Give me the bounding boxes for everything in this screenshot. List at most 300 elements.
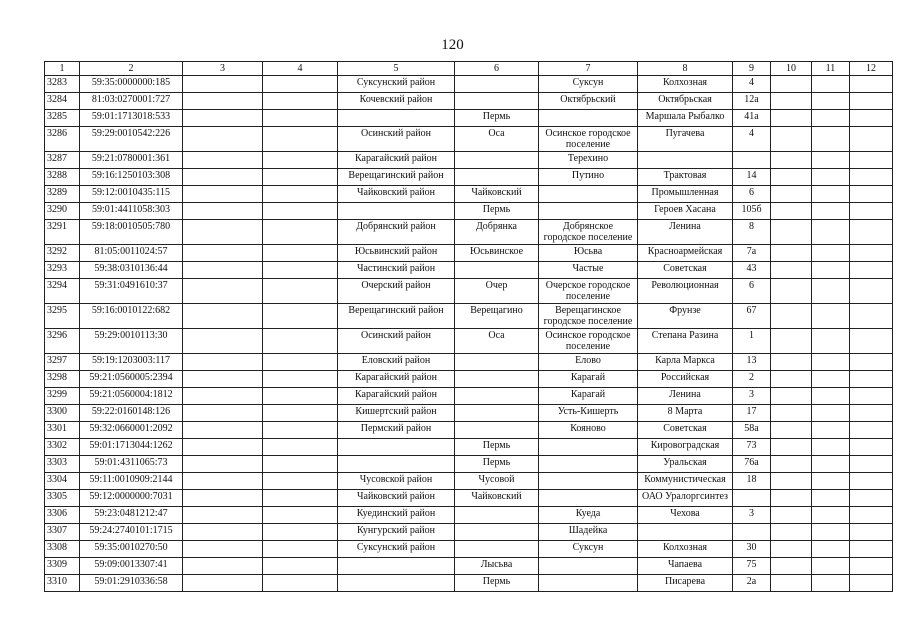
table-cell: 3305: [45, 490, 80, 507]
table-cell: [263, 541, 338, 558]
table-cell: 59:01:1713018:533: [80, 110, 183, 127]
table-cell: Кунгурский район: [338, 524, 455, 541]
table-cell: [733, 152, 771, 169]
table-cell: Трактовая: [638, 169, 733, 186]
table-cell: Юсьвинское: [455, 245, 539, 262]
table-cell: 3: [733, 507, 771, 524]
table-cell: [263, 304, 338, 329]
table-cell: 59:19:1203003:117: [80, 354, 183, 371]
table-cell: Куеда: [539, 507, 638, 524]
table-cell: 73: [733, 439, 771, 456]
column-header: 5: [338, 62, 455, 76]
table-cell: 4: [733, 127, 771, 152]
table-cell: [812, 262, 850, 279]
table-row: [45, 279, 893, 304]
table-cell: Осинский район: [338, 329, 455, 354]
table-cell: [183, 575, 263, 592]
table-cell: Российская: [638, 371, 733, 388]
table-cell: [812, 76, 850, 93]
table-cell: Советская: [638, 262, 733, 279]
table-row: [45, 507, 893, 524]
table-cell: 3309: [45, 558, 80, 575]
table-cell: [812, 507, 850, 524]
table-cell: [771, 220, 812, 245]
table-cell: 13: [733, 354, 771, 371]
table-cell: [455, 76, 539, 93]
table-cell: [733, 490, 771, 507]
table-cell: 76а: [733, 456, 771, 473]
table-cell: [850, 575, 893, 592]
table-cell: [850, 76, 893, 93]
table-cell: 6: [733, 186, 771, 203]
table-cell: [263, 93, 338, 110]
table-cell: 8 Марта: [638, 405, 733, 422]
column-header: 7: [539, 62, 638, 76]
table-cell: [812, 524, 850, 541]
table-cell: [771, 127, 812, 152]
table-cell: [263, 186, 338, 203]
table-cell: [850, 152, 893, 169]
table-cell: [455, 507, 539, 524]
table-cell: 3301: [45, 422, 80, 439]
table-cell: [539, 186, 638, 203]
table-cell: [812, 405, 850, 422]
table-cell: [183, 507, 263, 524]
table-row: [45, 541, 893, 558]
table-cell: 43: [733, 262, 771, 279]
table-cell: 3306: [45, 507, 80, 524]
table-row: [45, 456, 893, 473]
column-header: 10: [771, 62, 812, 76]
table-cell: 3292: [45, 245, 80, 262]
table-cell: [812, 304, 850, 329]
table-cell: [771, 558, 812, 575]
table-cell: [183, 76, 263, 93]
table-row: [45, 76, 893, 93]
table-cell: Добрянский район: [338, 220, 455, 245]
table-cell: [771, 541, 812, 558]
table-cell: [263, 76, 338, 93]
table-cell: 17: [733, 405, 771, 422]
table-cell: [263, 507, 338, 524]
table-cell: Кочевский район: [338, 93, 455, 110]
table-cell: [183, 439, 263, 456]
table-cell: 30: [733, 541, 771, 558]
table-cell: 6: [733, 279, 771, 304]
table-cell: [771, 575, 812, 592]
header-row: [45, 62, 893, 76]
table-cell: [638, 524, 733, 541]
table-cell: [812, 127, 850, 152]
table-cell: [850, 388, 893, 405]
table-cell: Октябрьский: [539, 93, 638, 110]
table-cell: [455, 371, 539, 388]
table-cell: 3283: [45, 76, 80, 93]
table-cell: [850, 186, 893, 203]
column-header: 4: [263, 62, 338, 76]
table-cell: [850, 558, 893, 575]
table-cell: ОАО Уралоргсинтез: [638, 490, 733, 507]
table-cell: [771, 110, 812, 127]
table-cell: 3295: [45, 304, 80, 329]
table-row: [45, 186, 893, 203]
table-cell: Кировоградская: [638, 439, 733, 456]
table-cell: [455, 422, 539, 439]
table-cell: Ленина: [638, 388, 733, 405]
column-header: 6: [455, 62, 539, 76]
table-cell: [183, 456, 263, 473]
table-row: [45, 220, 893, 245]
table-cell: Терехино: [539, 152, 638, 169]
table-cell: [183, 245, 263, 262]
table-row: [45, 329, 893, 354]
table-cell: 59:12:0010435:115: [80, 186, 183, 203]
table-cell: [338, 456, 455, 473]
table-cell: Советская: [638, 422, 733, 439]
table-cell: [850, 405, 893, 422]
table-cell: Чусовской район: [338, 473, 455, 490]
table-cell: [850, 279, 893, 304]
table-cell: 14: [733, 169, 771, 186]
table-cell: [455, 93, 539, 110]
table-cell: Красноармейская: [638, 245, 733, 262]
table-cell: Карагай: [539, 371, 638, 388]
table-cell: Карла Маркса: [638, 354, 733, 371]
table-cell: [338, 203, 455, 220]
table-cell: Пермский район: [338, 422, 455, 439]
table-cell: [812, 456, 850, 473]
table-cell: [263, 405, 338, 422]
table-cell: 59:01:1713044:1262: [80, 439, 183, 456]
table-row: [45, 304, 893, 329]
table-cell: 59:21:0560005:2394: [80, 371, 183, 388]
table-cell: [263, 262, 338, 279]
table-cell: [183, 220, 263, 245]
table-cell: [455, 388, 539, 405]
table-cell: Кояново: [539, 422, 638, 439]
table-cell: [183, 473, 263, 490]
table-cell: [183, 127, 263, 152]
table-cell: [263, 371, 338, 388]
table-cell: 59:16:0010122:682: [80, 304, 183, 329]
table-cell: Фрунзе: [638, 304, 733, 329]
table-cell: [338, 110, 455, 127]
table-cell: 3291: [45, 220, 80, 245]
table-cell: [183, 422, 263, 439]
table-cell: 3293: [45, 262, 80, 279]
table-cell: 59:32:0660001:2092: [80, 422, 183, 439]
table-row: [45, 439, 893, 456]
table-cell: [263, 127, 338, 152]
column-header: 8: [638, 62, 733, 76]
table-cell: [263, 152, 338, 169]
table-cell: [455, 262, 539, 279]
table-cell: Чайковский район: [338, 490, 455, 507]
table-cell: [771, 279, 812, 304]
registry-table: [44, 61, 893, 592]
table-cell: Верещагинский район: [338, 169, 455, 186]
table-cell: 59:01:2910336:58: [80, 575, 183, 592]
table-cell: [263, 388, 338, 405]
table-cell: 3286: [45, 127, 80, 152]
table-cell: 59:16:1250103:308: [80, 169, 183, 186]
table-cell: [771, 152, 812, 169]
table-cell: Верещагинское городское поселение: [539, 304, 638, 329]
table-cell: Чайковский район: [338, 186, 455, 203]
table-cell: [183, 558, 263, 575]
table-cell: [183, 405, 263, 422]
table-cell: 3303: [45, 456, 80, 473]
table-cell: [183, 169, 263, 186]
table-cell: Карагайский район: [338, 371, 455, 388]
column-header: 12: [850, 62, 893, 76]
table-cell: Шадейка: [539, 524, 638, 541]
table-cell: 3297: [45, 354, 80, 371]
table-cell: [539, 473, 638, 490]
column-header: 3: [183, 62, 263, 76]
table-cell: [850, 220, 893, 245]
table-cell: 3300: [45, 405, 80, 422]
table-cell: 59:31:0491610:37: [80, 279, 183, 304]
table-cell: 59:29:0010113:30: [80, 329, 183, 354]
table-cell: [539, 575, 638, 592]
table-cell: [850, 439, 893, 456]
table-cell: 59:18:0010505:780: [80, 220, 183, 245]
table-cell: [771, 186, 812, 203]
table-cell: [455, 405, 539, 422]
table-cell: 3: [733, 388, 771, 405]
table-cell: [850, 422, 893, 439]
table-cell: [183, 93, 263, 110]
table-cell: Уральская: [638, 456, 733, 473]
table-cell: Колхозная: [638, 76, 733, 93]
table-cell: Усть-Кишерть: [539, 405, 638, 422]
table-cell: [771, 169, 812, 186]
table-cell: 81:05:0011024:57: [80, 245, 183, 262]
table-cell: Суксунский район: [338, 541, 455, 558]
table-cell: [263, 490, 338, 507]
table-cell: 59:38:0310136:44: [80, 262, 183, 279]
table-cell: 59:22:0160148:126: [80, 405, 183, 422]
table-row: [45, 388, 893, 405]
table-cell: 59:29:0010542:226: [80, 127, 183, 152]
table-cell: Осинский район: [338, 127, 455, 152]
table-cell: [850, 245, 893, 262]
table-cell: [850, 329, 893, 354]
table-cell: [812, 388, 850, 405]
table-row: [45, 262, 893, 279]
table-cell: [183, 152, 263, 169]
table-cell: Промышленная: [638, 186, 733, 203]
table-cell: [263, 245, 338, 262]
table-cell: Оса: [455, 329, 539, 354]
table-cell: Карагай: [539, 388, 638, 405]
table-cell: [455, 541, 539, 558]
table-cell: Пермь: [455, 110, 539, 127]
table-cell: [850, 304, 893, 329]
table-cell: [850, 524, 893, 541]
table-cell: [812, 575, 850, 592]
table-cell: 59:24:2740101:1715: [80, 524, 183, 541]
table-cell: 3284: [45, 93, 80, 110]
table-row: [45, 422, 893, 439]
table-cell: [638, 152, 733, 169]
table-cell: 3294: [45, 279, 80, 304]
table-cell: 105б: [733, 203, 771, 220]
table-cell: Маршала Рыбалко: [638, 110, 733, 127]
table-cell: [850, 473, 893, 490]
table-cell: 67: [733, 304, 771, 329]
table-cell: Карагайский район: [338, 388, 455, 405]
table-cell: Очер: [455, 279, 539, 304]
table-cell: [263, 203, 338, 220]
table-cell: 4: [733, 76, 771, 93]
table-cell: [771, 203, 812, 220]
table-cell: 3310: [45, 575, 80, 592]
table-cell: [263, 279, 338, 304]
table-cell: [263, 169, 338, 186]
table-cell: 2: [733, 371, 771, 388]
table-cell: [812, 245, 850, 262]
table-row: [45, 575, 893, 592]
table-cell: Писарева: [638, 575, 733, 592]
table-cell: [263, 220, 338, 245]
table-cell: [812, 354, 850, 371]
table-cell: 12а: [733, 93, 771, 110]
table-cell: [850, 490, 893, 507]
table-cell: [850, 371, 893, 388]
table-cell: [539, 558, 638, 575]
table-cell: Пермь: [455, 575, 539, 592]
table-cell: [850, 541, 893, 558]
table-cell: 3299: [45, 388, 80, 405]
table-cell: Добрянка: [455, 220, 539, 245]
table-cell: [455, 152, 539, 169]
table-cell: [771, 490, 812, 507]
table-cell: [812, 152, 850, 169]
table-cell: [771, 93, 812, 110]
table-cell: [771, 354, 812, 371]
table-row: [45, 169, 893, 186]
table-cell: Кишертский район: [338, 405, 455, 422]
table-cell: [263, 354, 338, 371]
table-row: [45, 110, 893, 127]
table-cell: Пугачева: [638, 127, 733, 152]
table-cell: [771, 456, 812, 473]
table-cell: Ленина: [638, 220, 733, 245]
table-cell: Революционная: [638, 279, 733, 304]
table-cell: Чусовой: [455, 473, 539, 490]
table-row: [45, 203, 893, 220]
table-cell: 3288: [45, 169, 80, 186]
table-cell: 59:09:0013307:41: [80, 558, 183, 575]
table-cell: Оса: [455, 127, 539, 152]
table-cell: 41а: [733, 110, 771, 127]
table-cell: Суксун: [539, 76, 638, 93]
table-cell: [812, 329, 850, 354]
table-cell: [771, 371, 812, 388]
table-cell: Октябрьская: [638, 93, 733, 110]
table-cell: [850, 169, 893, 186]
table-cell: [812, 110, 850, 127]
table-cell: Колхозная: [638, 541, 733, 558]
table-cell: Очерское городское поселение: [539, 279, 638, 304]
table-cell: Чайковский: [455, 490, 539, 507]
table-cell: [850, 354, 893, 371]
table-cell: [183, 186, 263, 203]
table-cell: [183, 304, 263, 329]
table-cell: 3289: [45, 186, 80, 203]
table-cell: [183, 203, 263, 220]
table-cell: [539, 456, 638, 473]
table-cell: [183, 110, 263, 127]
table-cell: Еловский район: [338, 354, 455, 371]
table-cell: [812, 439, 850, 456]
table-cell: [850, 262, 893, 279]
table-cell: [771, 473, 812, 490]
table-cell: 3285: [45, 110, 80, 127]
table-cell: 1: [733, 329, 771, 354]
table-cell: 2а: [733, 575, 771, 592]
table-cell: [455, 354, 539, 371]
table-cell: [812, 558, 850, 575]
table-cell: [812, 93, 850, 110]
table-cell: [771, 405, 812, 422]
table-cell: [263, 524, 338, 541]
table-cell: Коммунистическая: [638, 473, 733, 490]
table-cell: 3304: [45, 473, 80, 490]
table-cell: Юсьва: [539, 245, 638, 262]
table-cell: [455, 524, 539, 541]
table-cell: 3298: [45, 371, 80, 388]
table-cell: 3287: [45, 152, 80, 169]
table-cell: Карагайский район: [338, 152, 455, 169]
table-cell: [850, 507, 893, 524]
table-cell: [183, 371, 263, 388]
table-cell: [771, 76, 812, 93]
table-cell: [850, 456, 893, 473]
table-cell: [263, 473, 338, 490]
table-cell: Чапаева: [638, 558, 733, 575]
table-cell: [263, 575, 338, 592]
table-cell: Лысьва: [455, 558, 539, 575]
table-cell: Юсьвинский район: [338, 245, 455, 262]
table-cell: Добрянское городское поселение: [539, 220, 638, 245]
table-cell: 59:11:0010909:2144: [80, 473, 183, 490]
table-cell: [338, 575, 455, 592]
table-row: [45, 490, 893, 507]
table-cell: [183, 329, 263, 354]
table-cell: Героев Хасана: [638, 203, 733, 220]
table-cell: [850, 203, 893, 220]
table-cell: [263, 110, 338, 127]
table-cell: [263, 422, 338, 439]
table-cell: 8: [733, 220, 771, 245]
table-cell: Суксун: [539, 541, 638, 558]
table-cell: [812, 541, 850, 558]
table-cell: [183, 490, 263, 507]
table-cell: [183, 279, 263, 304]
table-cell: Верещагинский район: [338, 304, 455, 329]
table-cell: [812, 169, 850, 186]
table-row: [45, 558, 893, 575]
table-body: [45, 76, 893, 592]
table-cell: [183, 541, 263, 558]
table-cell: 59:35:0000000:185: [80, 76, 183, 93]
table-cell: [812, 203, 850, 220]
table-cell: [539, 110, 638, 127]
table-cell: [850, 110, 893, 127]
